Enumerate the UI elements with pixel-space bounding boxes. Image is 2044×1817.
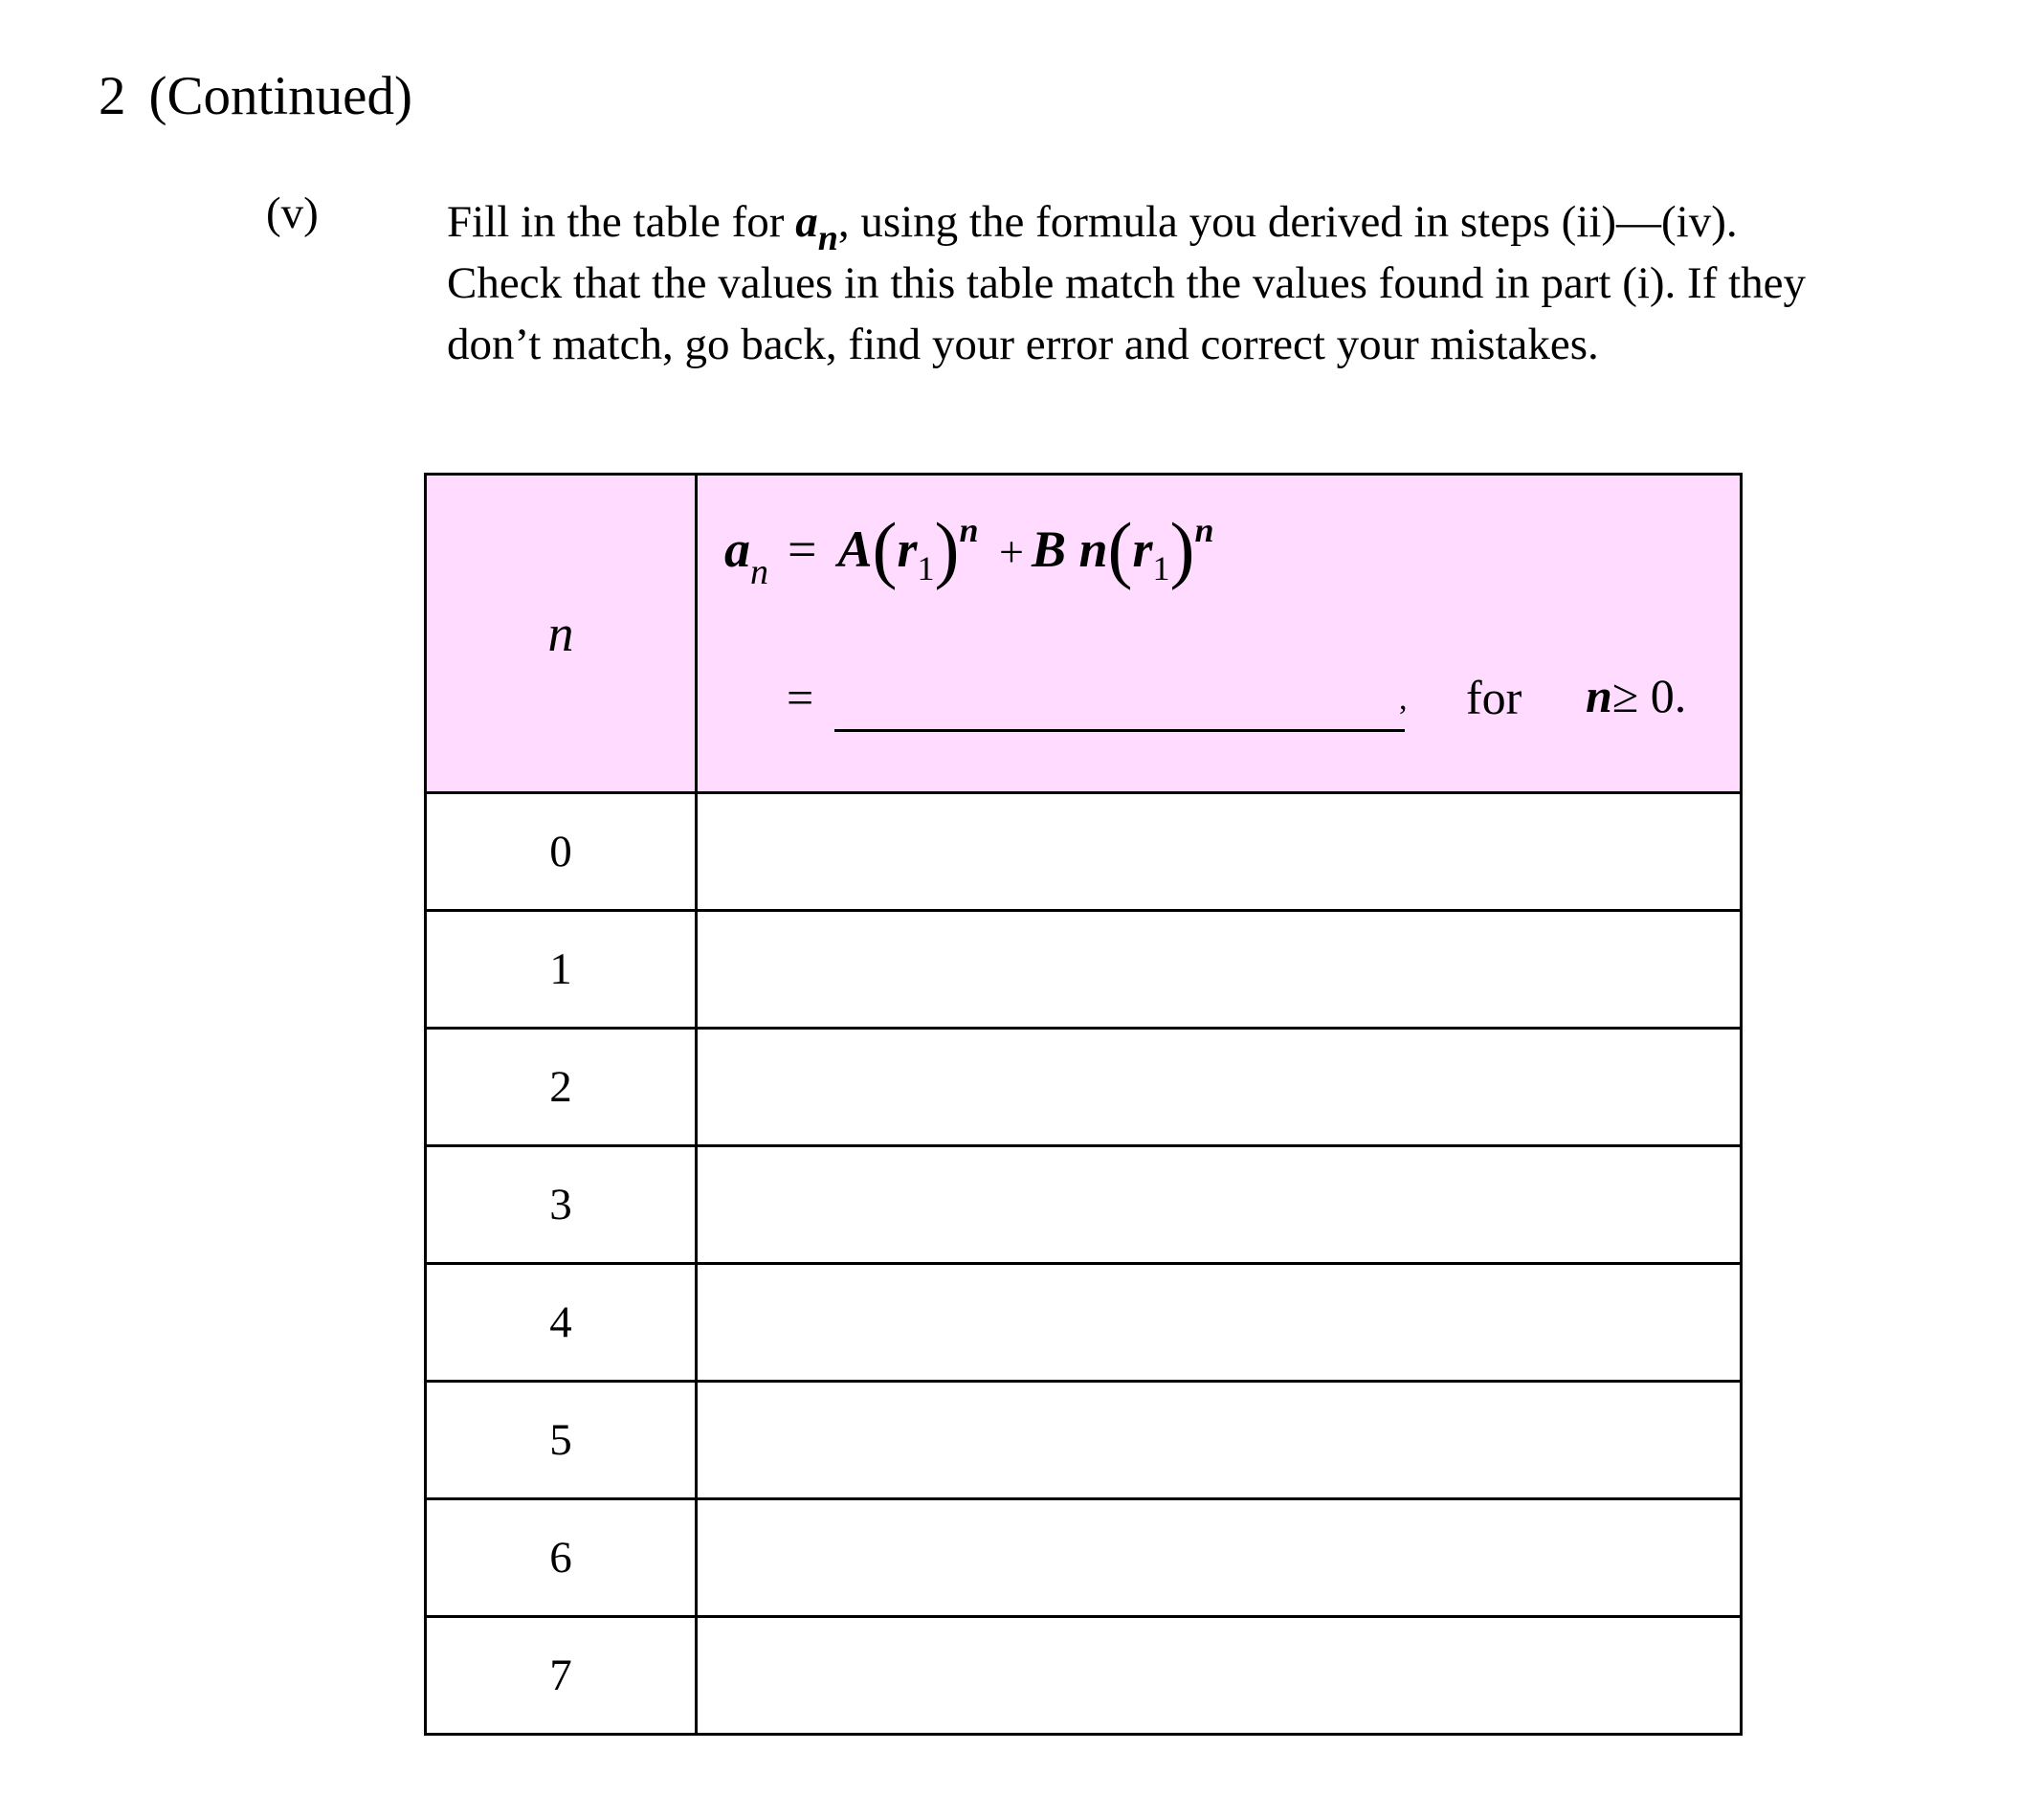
question-number: 2 [99, 66, 126, 126]
instructions [447, 191, 1997, 375]
row-answer-cell[interactable] [697, 1029, 1742, 1146]
row-answer-cell[interactable] [697, 911, 1742, 1029]
table-row [426, 1264, 1742, 1382]
table-header-row [426, 475, 1742, 793]
header-formula-cell: $a_n = A(r_1)^n + B$ $n(r_1)^n$ = , for n≥ 0. [697, 475, 1742, 793]
row-n-value: 6 [426, 1499, 697, 1617]
row-n-value: 3 [426, 1146, 697, 1264]
row-answer-cell[interactable] [697, 1264, 1742, 1382]
question-heading [99, 66, 412, 126]
table-row [426, 911, 1742, 1029]
question-continued-label: (Continued) [148, 66, 412, 126]
part-label: (v) [266, 188, 319, 238]
instruction-line-2: Check that the values in this table match the values found in part (i). If they [447, 258, 1807, 308]
row-n-value: 1 [426, 911, 697, 1029]
row-answer-cell[interactable] [697, 1617, 1742, 1735]
row-n-value: 4 [426, 1264, 697, 1382]
table-row [426, 1146, 1742, 1264]
row-answer-cell[interactable] [697, 1499, 1742, 1617]
values-table [424, 473, 1743, 1736]
symbol-a: a [795, 197, 818, 247]
row-answer-cell[interactable] [697, 793, 1742, 911]
closed-form-formula: $a_n = A(r_1)^n + B$ $n(r_1)^n$ [724, 507, 1214, 592]
domain-condition: n≥ 0. [1586, 669, 1687, 722]
row-n-value: 5 [426, 1382, 697, 1499]
instruction-line-3: don’t match, go back, find your error and correct your mistakes. [447, 320, 1599, 369]
row-answer-cell[interactable] [697, 1382, 1742, 1499]
table-row [426, 1029, 1742, 1146]
table-row [426, 1382, 1742, 1499]
formula-blank[interactable] [834, 729, 1405, 732]
symbol-sub: n [817, 218, 838, 258]
row-n-value: 0 [426, 793, 697, 911]
table-row [426, 1499, 1742, 1617]
header-n-cell [426, 475, 697, 793]
row-n-value: 7 [426, 1617, 697, 1735]
table-row [426, 1617, 1742, 1735]
instruction-line-1: Fill in the table for $a_n$, using the formula you derived in steps (ii)—(iv). [447, 197, 1738, 258]
row-n-value: 2 [426, 1029, 697, 1146]
table-row [426, 793, 1742, 911]
header-n-label: n [547, 605, 574, 662]
row-answer-cell[interactable] [697, 1146, 1742, 1264]
